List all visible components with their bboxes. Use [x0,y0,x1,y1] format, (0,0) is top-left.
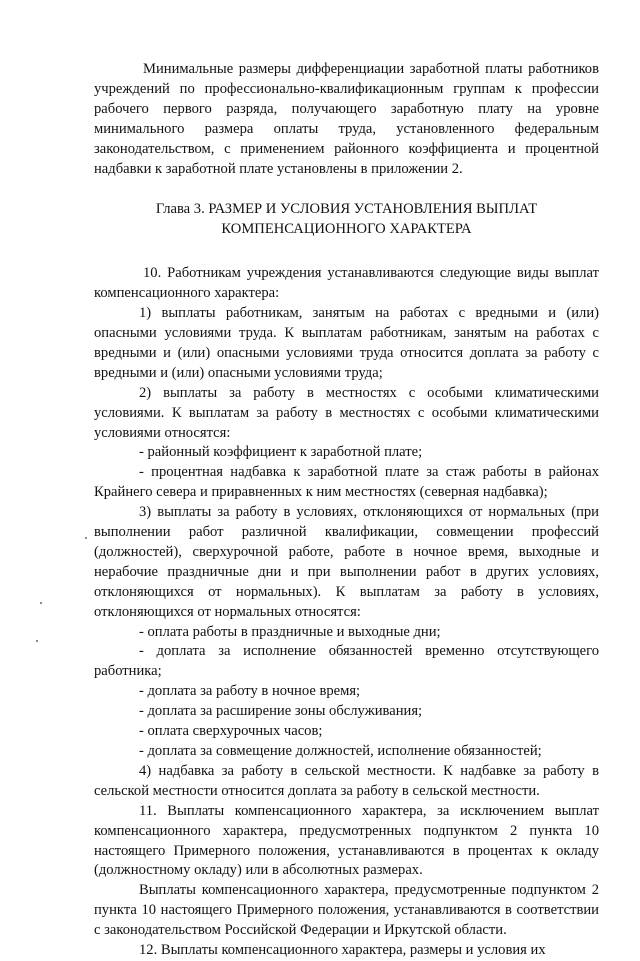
paragraph-11-continued: Выплаты компенсационного характера, предусмотренные подпунктом 2 пункта 10 настоящего Примерного положения, устанавливаются в соответствии с законодательством Российской Федерации и Иркутской области. [94,882,599,939]
scan-speck [36,640,38,642]
chapter-heading-line-2: КОМПЕНСАЦИОННОГО ХАРАКТЕРА [221,221,472,238]
scan-speck [85,537,87,539]
paragraph-11: 11. Выплаты компенсационного характера, за исключением выплат компенсационного характера, предусмотренных подпунктом 2 пункта 10 настоящего Примерного положения, устанавливаются в процентах к окладу (должностному окладу) или в абсолютных размерах. [94,802,599,879]
list-item-absent-employee-duties: - доплата за исполнение обязанностей временно отсутствующего работника; [94,643,599,680]
paragraph-10-2: 2) выплаты за работу в местностях с особыми климатическими условиями. К выплатам за работу в местностях с особыми климатическими условиями относятся: [94,384,599,441]
list-item-holiday-pay: - оплата работы в праздничные и выходные дни; [139,623,441,640]
paragraph-10-3: 3) выплаты за работу в условиях, отклоняющихся от нормальных (при выполнении работ различной квалификации, совмещении профессий (должностей), сверхурочной работе, работе в ночное время, выходные и нерабочие праздничные дни и при выполнении работ в других условиях, отклоняющихся от нормальных). К выплатам за работу в условиях, отклоняющихся от нормальных относятся: [94,504,599,620]
list-item-position-combination: - доплата за совмещение должностей, исполнение обязанностей; [139,743,542,759]
chapter-heading-line-1: Глава 3. РАЗМЕР И УСЛОВИЯ УСТАНОВЛЕНИЯ ВЫПЛАТ [155,201,538,218]
list-item-overtime: - оплата сверхурочных часов; [139,723,323,740]
paragraph-10-1: 1) выплаты работникам, занятым на работах с вредными и (или) опасными условиями труда. К выплатам работникам, занятым на работах с вредными и (или) опасными условиями труда относится доплата за работу с вредными и (или) опасными условиями труда; [94,305,599,381]
scan-speck [40,602,42,604]
chapter-heading [94,200,599,240]
paragraph-10: 10. Работникам учреждения устанавливаются следующие виды выплат компенсационного характера: [94,265,599,302]
paragraph-12: 12. Выплаты компенсационного характера, размеры и условия их [139,942,546,959]
paragraph-min-differentiation: Минимальные размеры дифференциации заработной платы работников учреждений по профессионально-квалификационным группам к профессии рабочего первого разряда, получающего заработную плату на уровне минимального размера оплаты труда, установленного федеральным законодательством, с применением районного коэффициента и процентной надбавки к заработной плате установлены в приложении 2. [94,61,599,177]
document-page [94,60,599,961]
list-item-northern-allowance: - процентная надбавка к заработной плате за стаж работы в районах Крайнего севера и приравненных к ним местностях (северная надбавка); [94,464,599,501]
list-item-night-work: - доплата за работу в ночное время; [139,683,361,700]
paragraph-10-4: 4) надбавка за работу в сельской местности. К надбавке за работу в сельской местности относится доплата за работу в сельской местности. [94,762,599,799]
list-item-service-zone-expansion: - доплата за расширение зоны обслуживания; [139,703,423,720]
list-item-district-coefficient: - районный коэффициент к заработной плате; [139,444,423,461]
